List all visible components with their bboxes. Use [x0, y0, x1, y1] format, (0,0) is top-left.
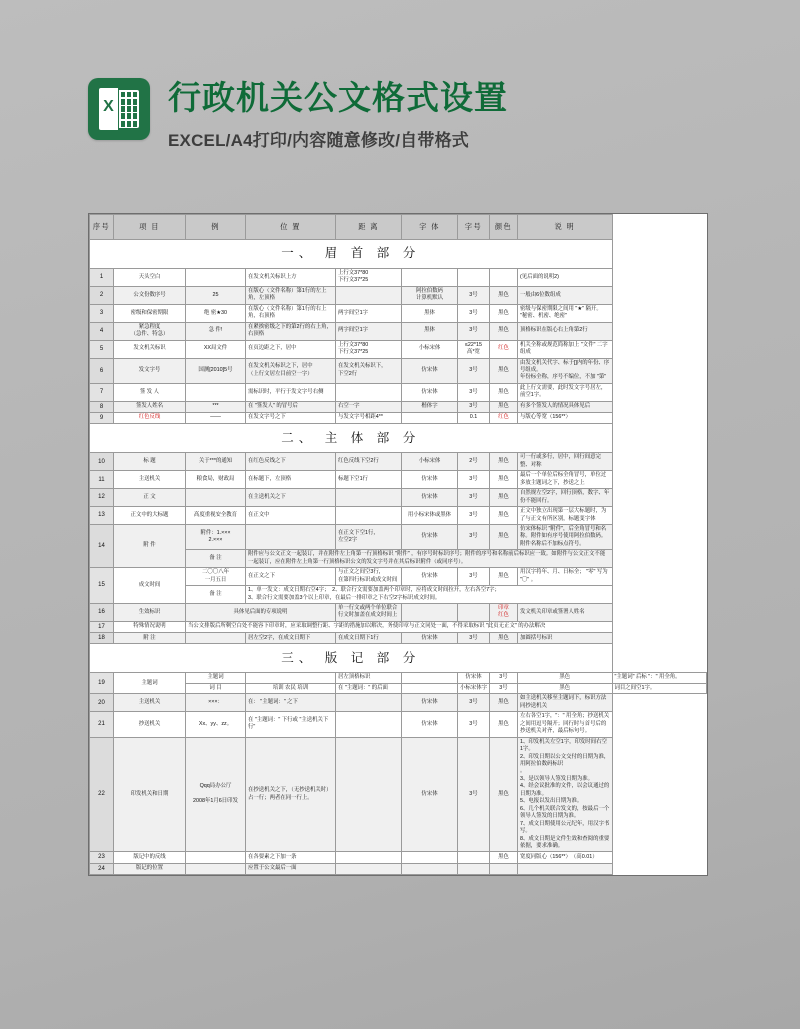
row-note: 密级与保密期限之间用 "★" 隔开。 "秘密、机密、绝密" — [518, 304, 613, 322]
row-color: 红色 — [490, 340, 518, 358]
row-position: 在正文之下 — [246, 568, 336, 586]
row-font: 楷体字 — [402, 401, 458, 412]
table-row — [90, 507, 707, 525]
row-font: 仿宋体 — [402, 712, 458, 737]
row-position: 在发文字号之下 — [246, 413, 336, 424]
row-index: 22 — [90, 737, 114, 852]
row-position: 在抄送机关之下，（无抄送机关时）占一行；两者在同一行上。 — [246, 737, 336, 852]
row-item-label: 天头空白 — [114, 269, 186, 287]
row-color: 黑色 — [518, 683, 613, 693]
row-fontsize: ≤22*15 高*宽 — [458, 340, 490, 358]
row-example: *** — [186, 401, 246, 412]
row-distance — [402, 673, 458, 683]
table-row — [90, 621, 707, 632]
table-row — [90, 471, 707, 489]
table-row — [90, 633, 707, 644]
row-position: 在红色反线之下 — [246, 453, 336, 471]
row-font: 仿宋体 — [402, 383, 458, 401]
row-font: 小标宋体 — [402, 453, 458, 471]
column-header-4: 距 离 — [336, 215, 402, 240]
row-font — [402, 852, 458, 863]
row-item-label: 抄送机关 — [114, 712, 186, 737]
page-subtitle: EXCEL/A4打印/内容随意修改/自带格式 — [168, 131, 469, 150]
row-distance: 在成文日期下1行 — [336, 633, 402, 644]
row-index: 14 — [90, 524, 114, 567]
row-color: 黑色 — [490, 401, 518, 412]
row-position: 在标题下，左顶格 — [246, 471, 336, 489]
row-fontsize — [458, 852, 490, 863]
row-sub-note: 1、单一发文：成文日期右空4字； 2、联合行文需要加盖两个印章时，应将成文时间拉开，左右各空7字； 3、联合行文需要加盖3个以上印章，在最后一排印章之下右空2字标识成文时间。 — [246, 586, 613, 604]
row-example — [186, 269, 246, 287]
row-example: 急 件! — [186, 322, 246, 340]
table-row — [90, 413, 707, 424]
column-header-0: 序号 — [90, 215, 114, 240]
row-fontsize: 3号 — [458, 471, 490, 489]
row-index: 5 — [90, 340, 114, 358]
row-position — [246, 524, 336, 549]
row-index: 1 — [90, 269, 114, 287]
row-note: 左右各空1字，"：" 用全角；抄送机关之间用逗号隔开；回行时与首号后的抄送机关对齐，最后标句号。 — [518, 712, 613, 737]
row-note: 可一行或多行，居中，回行间意完整、对称 — [518, 453, 613, 471]
row-color — [490, 863, 518, 874]
row-color: 黑色 — [490, 489, 518, 507]
row-note: 此上行文需要，此时发文字号居左，前空1字。 — [518, 383, 613, 401]
row-position: 在主送机关之下 — [246, 489, 336, 507]
row-position: 在发文机关标识之下，居中 （上行文居左目前空一字） — [246, 358, 336, 383]
row-fontsize: 3号 — [458, 358, 490, 383]
column-header-5: 字 体 — [402, 215, 458, 240]
table-row — [90, 604, 707, 622]
row-fontsize: 0.1 — [458, 413, 490, 424]
row-color: 红色 — [490, 413, 518, 424]
row-index: 8 — [90, 401, 114, 412]
row-distance — [336, 737, 402, 852]
row-note: 与版心等宽（156**） — [518, 413, 613, 424]
column-header-2: 例 — [186, 215, 246, 240]
row-color: 黑色 — [490, 737, 518, 852]
row-example: ×××： — [186, 694, 246, 712]
row-distance — [402, 683, 458, 693]
row-example: 二〇〇八年 一月五日 — [186, 568, 246, 586]
row-color: 黑色 — [490, 507, 518, 525]
row-index: 6 — [90, 358, 114, 383]
row-fontsize: 3号 — [458, 401, 490, 412]
row-index: 16 — [90, 604, 114, 622]
row-example: 绝 密★30 — [186, 304, 246, 322]
row-fontsize: 3号 — [458, 694, 490, 712]
table-row — [90, 383, 707, 401]
section-title: 三、 版 记 部 分 — [90, 644, 613, 673]
row-example — [186, 633, 246, 644]
row-note: 机关全称或规范简称加上 "文件" 二字组成 — [518, 340, 613, 358]
row-note: 如主送机关移至主题词下，标识方法同抄送机关 — [518, 694, 613, 712]
row-note: 词目之间空1字。 — [612, 683, 707, 693]
column-header-3: 位 置 — [246, 215, 336, 240]
row-index: 23 — [90, 852, 114, 863]
row-item-label: 红色反线 — [114, 413, 186, 424]
table-row — [90, 401, 707, 412]
row-index: 20 — [90, 694, 114, 712]
excel-logo-icon — [88, 78, 150, 140]
row-example — [186, 863, 246, 874]
row-distance — [336, 489, 402, 507]
row-color: 黑色 — [490, 383, 518, 401]
row-distance: 标题下空1行 — [336, 471, 402, 489]
row-font: 用小标宋体或黑体 — [402, 507, 458, 525]
section-header-s2 — [90, 424, 707, 453]
column-header-8: 说 明 — [518, 215, 613, 240]
excel-logo-grid — [119, 90, 139, 128]
row-fontsize: 3号 — [458, 383, 490, 401]
row-index: 2 — [90, 286, 114, 304]
table-row — [90, 863, 707, 874]
row-font: 仿宋体 — [402, 358, 458, 383]
row-item-label: 版记的位置 — [114, 863, 186, 874]
row-font: 仿宋体 — [402, 568, 458, 586]
row-font: 小标宋体 — [402, 340, 458, 358]
row-position: 在版心（文件名称）第1行的右上角，右顶格 — [246, 304, 336, 322]
table-row — [90, 358, 707, 383]
table-row — [90, 286, 707, 304]
row-index: 18 — [90, 633, 114, 644]
row-distance: 上行文37*80 下行文37*25 — [336, 269, 402, 287]
row-example: 培训 农民 培训 — [246, 683, 336, 693]
row-index: 9 — [90, 413, 114, 424]
row-item-label: 紧急程度 （急件、特急） — [114, 322, 186, 340]
table-row — [90, 524, 707, 549]
row-font: 小标宋体字 — [458, 683, 490, 693]
row-item-label: 特殊情况说明 — [114, 621, 186, 632]
row-example — [186, 383, 246, 401]
row-item-label: 公文份数序号 — [114, 286, 186, 304]
table-row — [90, 852, 707, 863]
section-header-s3 — [90, 644, 707, 673]
row-position: 在页边距之下，居中 — [246, 340, 336, 358]
row-font — [402, 604, 458, 622]
row-position: 在紧挨密级之下的第2行的右上角，右顶格 — [246, 322, 336, 340]
row-fontsize: 3号 — [458, 712, 490, 737]
row-distance — [336, 852, 402, 863]
row-note — [518, 863, 613, 874]
row-index: 3 — [90, 304, 114, 322]
row-distance: 两字间空1字 — [336, 322, 402, 340]
row-position: 在 "签发人" 的冒号后 — [246, 401, 336, 412]
row-distance: 红色反线下空2行 — [336, 453, 402, 471]
row-font — [402, 863, 458, 874]
row-distance: 与正文之间空3行， 在第四行标识或成文时间 — [336, 568, 402, 586]
row-note: 由发文机关代字、标于[]内的年份、序号组成。 年份标全称，序号不编位，不加 "第" — [518, 358, 613, 383]
row-distance — [336, 694, 402, 712]
row-distance: 右空一字 — [336, 401, 402, 412]
row-note: 当公文排版后所剩空白处不能容下印章时，应采取调整行距、字距的措施加以解决，务使印章与正文同处一面，不得采取标识 "此页无正文" 的办法解决 — [186, 621, 613, 632]
title-block — [168, 78, 508, 151]
row-item-label: 签发人姓名 — [114, 401, 186, 412]
section-header-s1 — [90, 240, 707, 269]
row-item-label: 主题词 — [114, 673, 186, 694]
row-example: 国测[2010]5号 — [186, 358, 246, 383]
row-example: 关于***的通知 — [186, 453, 246, 471]
row-example: Qqq局办公厅 2008年1月6日印发 — [186, 737, 246, 852]
column-header-1: 项 目 — [114, 215, 186, 240]
row-item-label: 标 题 — [114, 453, 186, 471]
row-font: 阿拉伯数码 计算机默认 — [402, 286, 458, 304]
row-example — [246, 673, 336, 683]
table-row — [90, 568, 707, 586]
row-note: 宽度同版心（156**） （高0.01） — [518, 852, 613, 863]
row-color: 黑色 — [490, 694, 518, 712]
row-font — [402, 269, 458, 287]
row-font: 仿宋体 — [458, 673, 490, 683]
spreadsheet-table — [88, 213, 708, 876]
row-color: 黑色 — [490, 286, 518, 304]
table-row — [90, 694, 707, 712]
row-index: 12 — [90, 489, 114, 507]
format-spec-table — [89, 214, 707, 875]
row-fontsize: 3号 — [458, 322, 490, 340]
row-distance — [336, 712, 402, 737]
row-distance — [336, 383, 402, 401]
row-fontsize — [458, 604, 490, 622]
row-example: 具体见后面的专项说明 — [186, 604, 336, 622]
row-note: 用汉字将年、月、日标全； "零" 写为 "〇" 。 — [518, 568, 613, 586]
row-font: 黑体 — [402, 304, 458, 322]
row-example — [186, 489, 246, 507]
table-row — [90, 340, 707, 358]
table-row — [90, 737, 707, 852]
row-note: 一般由6位数组成 — [518, 286, 613, 304]
row-distance — [336, 507, 402, 525]
row-note: (见后面的说明2) — [518, 269, 613, 287]
page-title: 行政机关公文格式设置 — [168, 79, 508, 116]
row-index: 15 — [90, 568, 114, 604]
row-position: 在 "主题词：" 的后面 — [336, 683, 402, 693]
row-position: 在正文中 — [246, 507, 336, 525]
column-header-7: 颜色 — [490, 215, 518, 240]
row-example: Xx、yy、zz。 — [186, 712, 246, 737]
row-color: 黑色 — [518, 673, 613, 683]
row-index: 13 — [90, 507, 114, 525]
row-sub-label: 词 目 — [186, 683, 246, 693]
row-note: 发文机关印章或签署人姓名 — [518, 604, 613, 622]
row-distance — [336, 286, 402, 304]
row-font: 仿宋体 — [402, 633, 458, 644]
row-position: 在： "主题词：" 之下 — [246, 694, 336, 712]
row-position: 在各要素之下加一条 — [246, 852, 336, 863]
section-title: 二、 主 体 部 分 — [90, 424, 613, 453]
row-example: 粮食局，财政局 — [186, 471, 246, 489]
row-font: 仿宋体 — [402, 737, 458, 852]
row-fontsize: 3号 — [458, 304, 490, 322]
row-distance: 两字间空1字 — [336, 304, 402, 322]
section-title: 一、 眉 首 部 分 — [90, 240, 613, 269]
row-font: 仿宋体 — [402, 489, 458, 507]
row-distance: 单一行文或两个单位联合行文时加盖在成文时间上 — [336, 604, 402, 622]
excel-logo-doc — [99, 88, 139, 130]
row-fontsize: 2号 — [458, 453, 490, 471]
row-note: 仿宋体标识 "附件"，后全角冒号和名称。附件如有序号使用阿拉伯数码。附件名称后不加标点符号。 — [518, 524, 613, 549]
column-header-6: 字号 — [458, 215, 490, 240]
row-item-label: 版记中的反线 — [114, 852, 186, 863]
row-fontsize: 3号 — [458, 568, 490, 586]
row-position: 需标识时，平行于发文字号右侧 — [246, 383, 336, 401]
row-item-label: 正文中的大标题 — [114, 507, 186, 525]
row-color — [490, 269, 518, 287]
row-fontsize: 3号 — [458, 286, 490, 304]
row-sub-note: 附件应与公文正文一起装订，并在附件左上角第一行顶格标识 "附件" ，有序号时标识序号；附件的序号和名称前后标识应一致。如附件与公文正文不能一起装订，应在附件左上角第一行顶格标识公文的发文字号并在其后标识附件（或同序号）。 — [246, 550, 613, 568]
row-example: 高度重视安全教育 — [186, 507, 246, 525]
row-sub-label: 备 注 — [186, 550, 246, 568]
row-color: 黑色 — [490, 568, 518, 586]
row-color: 黑色 — [490, 471, 518, 489]
row-example: 25 — [186, 286, 246, 304]
row-color: 黑色 — [490, 712, 518, 737]
row-note: 正文中独立出现第一层大标题时，为了与正文有所区别，标题变字体 — [518, 507, 613, 525]
row-font — [402, 413, 458, 424]
table-row — [90, 453, 707, 471]
row-color: 黑色 — [490, 304, 518, 322]
row-color: 黑色 — [490, 633, 518, 644]
row-item-label: 附 注 — [114, 633, 186, 644]
row-item-label: 主送机关 — [114, 471, 186, 489]
table-row — [90, 489, 707, 507]
row-item-label: 生效标识 — [114, 604, 186, 622]
row-color: 黑色 — [490, 852, 518, 863]
row-color: 黑色 — [490, 358, 518, 383]
row-index: 7 — [90, 383, 114, 401]
row-fontsize: 3号 — [458, 633, 490, 644]
row-fontsize — [458, 269, 490, 287]
row-item-label: 发文机关标识 — [114, 340, 186, 358]
row-item-label: 签 发 人 — [114, 383, 186, 401]
row-item-label: 发文字号 — [114, 358, 186, 383]
row-position: 居左顶格标识 — [336, 673, 402, 683]
table-header-row — [90, 215, 707, 240]
row-index: 11 — [90, 471, 114, 489]
row-color: 黑色 — [490, 524, 518, 549]
row-item-label: 印发机关和日期 — [114, 737, 186, 852]
row-note: 顶格标识在版心右上角第2行 — [518, 322, 613, 340]
row-fontsize: 3号 — [490, 683, 518, 693]
row-example: —— — [186, 413, 246, 424]
row-index: 4 — [90, 322, 114, 340]
row-note: 自然规左空2字，回行顶格，数字、年份不能回行。 — [518, 489, 613, 507]
row-font: 仿宋体 — [402, 524, 458, 549]
row-fontsize: 3号 — [458, 524, 490, 549]
row-font: 仿宋体 — [402, 471, 458, 489]
row-note: 最后一个单位后标全角冒号，单位过多放主题词之下，抄送之上 — [518, 471, 613, 489]
row-index: 24 — [90, 863, 114, 874]
row-position: 应置于公文最后一面 — [246, 863, 336, 874]
row-note: 有多个签发人的情况具体见后 — [518, 401, 613, 412]
row-color: 黑色 — [490, 453, 518, 471]
excel-logo-letter: X — [103, 98, 114, 115]
row-distance: 在发文机关标识下， 下空2行 — [336, 358, 402, 383]
row-index: 21 — [90, 712, 114, 737]
row-distance: 在正文下空1行， 左空2字 — [336, 524, 402, 549]
row-sub-label: 主题词 — [186, 673, 246, 683]
row-item-label: 成文时间 — [114, 568, 186, 604]
row-note: 1、印发机关左空1字，印发时间右空1字。 2、印发日期以公文交付的日期为准，用阿拉伯数码标识 。 3、是以领导人签发日期为准。 4、经会议批准的文件，以会议通过的日期为准。 5、电报以发出日期为准。 6、几个机关联合发文的，按最后一个领导人签发的日期为准。 7、成文日期使用公元纪年，用汉字书写。 8、成文日期是文件生效和查阅的重要依据，要求准确。 — [518, 737, 613, 852]
row-fontsize: 3号 — [458, 737, 490, 852]
row-position: 在发文机关标识上方 — [246, 269, 336, 287]
table-row — [90, 712, 707, 737]
row-position: 居左空2字，在成文日期下 — [246, 633, 336, 644]
row-example — [186, 852, 246, 863]
row-index: 19 — [90, 673, 114, 694]
row-position: 在版心（文件名称）第1行的左上角，左顶格 — [246, 286, 336, 304]
row-color: 黑色 — [490, 322, 518, 340]
row-fontsize: 3号 — [490, 673, 518, 683]
row-item-label: 附 件 — [114, 524, 186, 567]
row-fontsize: 3号 — [458, 507, 490, 525]
row-distance — [336, 863, 402, 874]
page-header — [88, 78, 508, 151]
row-item-label: 正 文 — [114, 489, 186, 507]
row-example: 附件：1.××× 2.××× — [186, 524, 246, 549]
table-row — [90, 269, 707, 287]
row-fontsize — [458, 863, 490, 874]
table-row — [90, 304, 707, 322]
table-row — [90, 322, 707, 340]
row-font: 仿宋体 — [402, 694, 458, 712]
row-note: "主题词" 后标 "：" 用全角。 — [612, 673, 707, 683]
row-distance: 与发文字号相距4** — [336, 413, 402, 424]
row-example: XX局文件 — [186, 340, 246, 358]
row-note: 加圆括号标识 — [518, 633, 613, 644]
row-item-label: 密级和保密期限 — [114, 304, 186, 322]
row-index: 17 — [90, 621, 114, 632]
row-position: 在 "主题词：" 下行或 "主送机关下行" — [246, 712, 336, 737]
row-font: 黑体 — [402, 322, 458, 340]
row-distance: 上行文37*80 下行文37*25 — [336, 340, 402, 358]
row-index: 10 — [90, 453, 114, 471]
row-fontsize: 3号 — [458, 489, 490, 507]
row-color: 印章 红色 — [490, 604, 518, 622]
table-row — [90, 673, 707, 683]
row-sub-label: 备 注 — [186, 586, 246, 604]
row-item-label: 主送机关 — [114, 694, 186, 712]
